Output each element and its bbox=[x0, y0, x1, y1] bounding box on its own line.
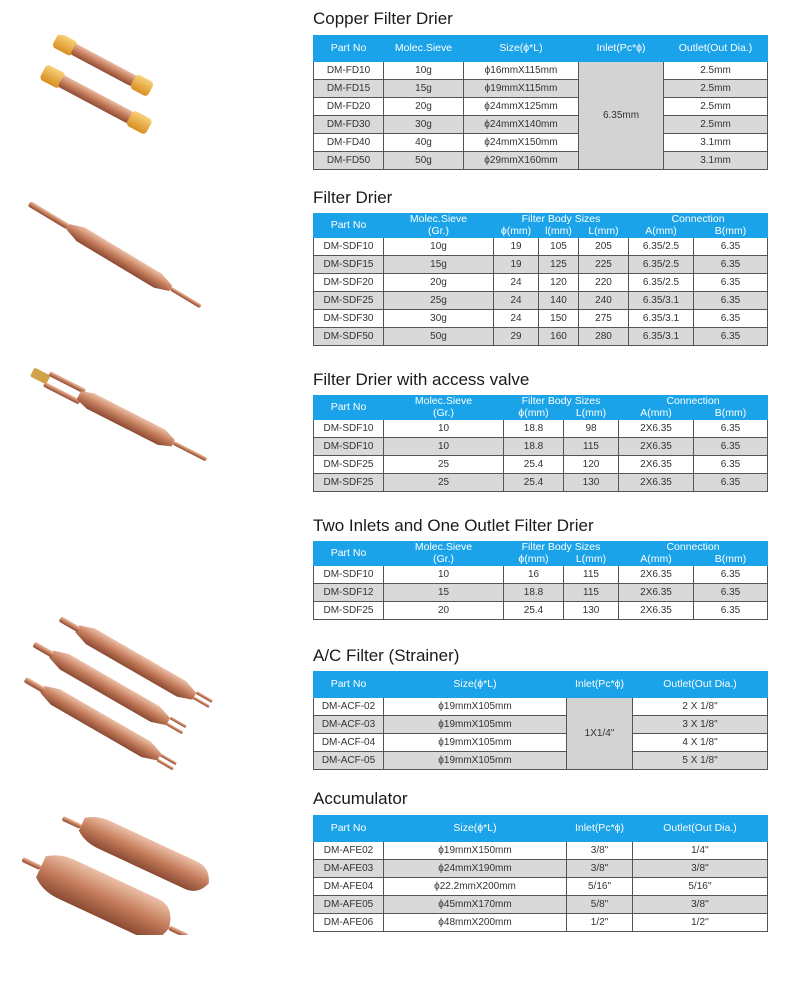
table-row bbox=[314, 238, 768, 256]
table-cell: 5 X 1/8" bbox=[633, 752, 768, 770]
table-cell: 19 bbox=[494, 238, 539, 256]
table-cell: 3 X 1/8" bbox=[633, 716, 768, 734]
table-cell: ϕ16mmX115mm bbox=[464, 62, 579, 80]
table-cell: DM-FD50 bbox=[314, 152, 384, 170]
copper-filter-drier-photo bbox=[20, 35, 160, 155]
table-cell: ϕ19mmX105mm bbox=[384, 734, 567, 752]
section-title-ac-filter: A/C Filter (Strainer) bbox=[313, 646, 460, 665]
table-cell: 2.5mm bbox=[664, 80, 768, 98]
table-cell: DM-SDF15 bbox=[314, 256, 384, 274]
table-cell: 130 bbox=[564, 602, 619, 620]
col-header: l(mm) bbox=[539, 226, 579, 238]
table-row bbox=[314, 152, 768, 170]
filter-drier-access-valve-table bbox=[313, 395, 768, 492]
table-cell: 18.8 bbox=[504, 420, 564, 438]
table-cell: 16 bbox=[504, 566, 564, 584]
table-cell: DM-SDF30 bbox=[314, 310, 384, 328]
col-header: ϕ(mm) bbox=[504, 408, 564, 420]
table-cell: ϕ19mmX150mm bbox=[384, 842, 567, 860]
table-cell: ϕ24mmX125mm bbox=[464, 98, 579, 116]
col-header: Molec.Sieve bbox=[384, 214, 494, 226]
table-cell: 18.8 bbox=[504, 584, 564, 602]
table-cell: 6.35/2.5 bbox=[629, 238, 694, 256]
table-cell: DM-SDF25 bbox=[314, 602, 384, 620]
table-cell: 2 X 1/8" bbox=[633, 698, 768, 716]
table-cell: ϕ48mmX200mm bbox=[384, 914, 567, 932]
col-header: L(mm) bbox=[579, 226, 629, 238]
table-cell: 2X6.35 bbox=[619, 584, 694, 602]
table-cell: DM-AFE02 bbox=[314, 842, 384, 860]
table-cell: DM-FD20 bbox=[314, 98, 384, 116]
table-cell: 15g bbox=[384, 80, 464, 98]
section-title-copper-filter-drier: Copper Filter Drier bbox=[313, 9, 453, 28]
table-cell: 10 bbox=[384, 438, 504, 456]
table-cell: 25.4 bbox=[504, 602, 564, 620]
table-cell: 1/4'' bbox=[633, 842, 768, 860]
table-cell: ϕ19mmX105mm bbox=[384, 698, 567, 716]
ac-strainer-photo bbox=[20, 615, 220, 775]
col-header: Part No bbox=[314, 542, 384, 566]
table-row bbox=[314, 274, 768, 292]
table-cell: 2X6.35 bbox=[619, 456, 694, 474]
table-cell: 25 bbox=[384, 456, 504, 474]
table-row bbox=[314, 116, 768, 134]
table-cell: 6.35 bbox=[694, 292, 768, 310]
table-row bbox=[314, 734, 768, 752]
table-row bbox=[314, 602, 768, 620]
table-cell: 24 bbox=[494, 310, 539, 328]
table-cell: ϕ19mmX105mm bbox=[384, 752, 567, 770]
table-row bbox=[314, 98, 768, 116]
col-header: Inlet(Pc*ϕ) bbox=[579, 36, 664, 62]
table-cell: 6.35/3.1 bbox=[629, 292, 694, 310]
section-title-filter-drier: Filter Drier bbox=[313, 188, 393, 207]
table-cell: 20g bbox=[384, 98, 464, 116]
col-header: Filter Body Sizes bbox=[504, 396, 619, 408]
table-cell: 25 bbox=[384, 474, 504, 492]
table-cell: 6.35 bbox=[694, 274, 768, 292]
table-cell: 115 bbox=[564, 584, 619, 602]
table-cell: 10g bbox=[384, 238, 494, 256]
col-header: Outlet(Out Dia.) bbox=[633, 816, 768, 842]
table-cell: 5/16'' bbox=[633, 878, 768, 896]
col-header: Part No bbox=[314, 36, 384, 62]
table-cell: DM-AFE03 bbox=[314, 860, 384, 878]
table-cell: ϕ19mmX115mm bbox=[464, 80, 579, 98]
table-cell: 120 bbox=[539, 274, 579, 292]
table-cell: 3.1mm bbox=[664, 152, 768, 170]
col-header: ϕ(mm) bbox=[504, 554, 564, 566]
table-cell: 40g bbox=[384, 134, 464, 152]
col-header: Molec.Sieve bbox=[384, 396, 504, 408]
col-header: (Gr.) bbox=[384, 408, 504, 420]
table-cell: 15 bbox=[384, 584, 504, 602]
col-header: (Gr.) bbox=[384, 554, 504, 566]
table-cell: 25g bbox=[384, 292, 494, 310]
table-cell: 275 bbox=[579, 310, 629, 328]
table-cell: 30g bbox=[384, 116, 464, 134]
col-header: Outlet(Out Dia.) bbox=[664, 36, 768, 62]
table-row bbox=[314, 134, 768, 152]
table-cell: 15g bbox=[384, 256, 494, 274]
two-inlets-filter-drier-table bbox=[313, 541, 768, 620]
table-cell: 160 bbox=[539, 328, 579, 346]
table-cell: 115 bbox=[564, 438, 619, 456]
table-cell: DM-SDF10 bbox=[314, 238, 384, 256]
col-header: Connection bbox=[619, 542, 768, 554]
table-cell: 130 bbox=[564, 474, 619, 492]
col-header: B(mm) bbox=[694, 554, 768, 566]
table-cell: 6.35 bbox=[694, 438, 768, 456]
table-cell: 1/2'' bbox=[633, 914, 768, 932]
table-cell: 140 bbox=[539, 292, 579, 310]
table-cell: 3/8'' bbox=[633, 860, 768, 878]
table-cell: 220 bbox=[579, 274, 629, 292]
table-cell: DM-FD15 bbox=[314, 80, 384, 98]
table-cell: 6.35 bbox=[694, 238, 768, 256]
table-row bbox=[314, 456, 768, 474]
col-header: Size(ϕ*L) bbox=[384, 672, 567, 698]
col-header: Part No bbox=[314, 396, 384, 420]
col-header: Inlet(Pc*ϕ) bbox=[567, 816, 633, 842]
table-cell: 280 bbox=[579, 328, 629, 346]
accumulator-table bbox=[313, 815, 768, 932]
table-row bbox=[314, 438, 768, 456]
table-cell: 24 bbox=[494, 274, 539, 292]
table-row bbox=[314, 896, 768, 914]
table-cell: DM-SDF25 bbox=[314, 292, 384, 310]
table-cell: 25.4 bbox=[504, 456, 564, 474]
table-cell: 6.35 bbox=[694, 256, 768, 274]
table-cell: DM-SDF25 bbox=[314, 456, 384, 474]
table-cell: 6.35/2.5 bbox=[629, 256, 694, 274]
table-cell: 2X6.35 bbox=[619, 420, 694, 438]
filter-drier-table bbox=[313, 213, 768, 346]
table-cell: 6.35 bbox=[694, 328, 768, 346]
table-cell: ϕ24mmX190mm bbox=[384, 860, 567, 878]
table-cell: 2X6.35 bbox=[619, 602, 694, 620]
copper-filter-drier-table bbox=[313, 35, 768, 170]
table-cell: DM-FD40 bbox=[314, 134, 384, 152]
table-cell: 5/8" bbox=[567, 896, 633, 914]
table-cell: DM-ACF-02 bbox=[314, 698, 384, 716]
table-row bbox=[314, 698, 768, 716]
table-cell: 3/8" bbox=[567, 860, 633, 878]
col-header: Part No bbox=[314, 214, 384, 238]
col-header: Outlet(Out Dia.) bbox=[633, 672, 768, 698]
filter-drier-photo bbox=[15, 190, 215, 320]
table-cell: 2X6.35 bbox=[619, 474, 694, 492]
col-header: Size(ϕ*L) bbox=[384, 816, 567, 842]
col-header: B(mm) bbox=[694, 408, 768, 420]
table-cell: 29 bbox=[494, 328, 539, 346]
section-title-filter-drier-access-valve: Filter Drier with access valve bbox=[313, 370, 530, 389]
table-cell: 6.35 bbox=[694, 602, 768, 620]
table-cell: 24 bbox=[494, 292, 539, 310]
section-title-two-inlets-filter-drier: Two Inlets and One Outlet Filter Drier bbox=[313, 516, 594, 535]
col-header: A(mm) bbox=[619, 554, 694, 566]
col-header: Molec.Sieve bbox=[384, 36, 464, 62]
col-header: Molec.Sieve bbox=[384, 542, 504, 554]
table-cell: 2.5mm bbox=[664, 62, 768, 80]
table-cell: ϕ24mmX150mm bbox=[464, 134, 579, 152]
table-cell: 19 bbox=[494, 256, 539, 274]
table-cell: 10 bbox=[384, 420, 504, 438]
col-header: Connection bbox=[629, 214, 768, 226]
col-header: Part No bbox=[314, 672, 384, 698]
col-header: L(mm) bbox=[564, 408, 619, 420]
table-row bbox=[314, 62, 768, 80]
table-row bbox=[314, 878, 768, 896]
table-cell: 240 bbox=[579, 292, 629, 310]
table-cell: 120 bbox=[564, 456, 619, 474]
table-cell: 3/8'' bbox=[633, 896, 768, 914]
table-cell: 105 bbox=[539, 238, 579, 256]
table-cell: 115 bbox=[564, 566, 619, 584]
table-cell: 6.35 bbox=[694, 566, 768, 584]
table-row bbox=[314, 842, 768, 860]
table-cell: DM-FD30 bbox=[314, 116, 384, 134]
table-cell: 2.5mm bbox=[664, 98, 768, 116]
table-cell: 2.5mm bbox=[664, 116, 768, 134]
table-cell: ϕ29mmX160mm bbox=[464, 152, 579, 170]
table-cell: ϕ22.2mmX200mm bbox=[384, 878, 567, 896]
col-header: Inlet(Pc*ϕ) bbox=[567, 672, 633, 698]
table-cell: 125 bbox=[539, 256, 579, 274]
table-cell: DM-ACF-04 bbox=[314, 734, 384, 752]
table-cell: 30g bbox=[384, 310, 494, 328]
table-row bbox=[314, 80, 768, 98]
table-cell: 50g bbox=[384, 328, 494, 346]
table-row bbox=[314, 420, 768, 438]
ac-filter-table bbox=[313, 671, 768, 770]
table-cell: 3.1mm bbox=[664, 134, 768, 152]
table-row bbox=[314, 716, 768, 734]
table-cell: ϕ19mmX105mm bbox=[384, 716, 567, 734]
table-cell: DM-AFE05 bbox=[314, 896, 384, 914]
table-cell: 4 X 1/8" bbox=[633, 734, 768, 752]
table-row bbox=[314, 328, 768, 346]
table-cell: 2X6.35 bbox=[619, 438, 694, 456]
table-row bbox=[314, 566, 768, 584]
table-cell: 1/2" bbox=[567, 914, 633, 932]
table-cell: 10g bbox=[384, 62, 464, 80]
table-cell: 150 bbox=[539, 310, 579, 328]
table-cell: 6.35 bbox=[694, 310, 768, 328]
table-row bbox=[314, 292, 768, 310]
table-cell: 18.8 bbox=[504, 438, 564, 456]
table-row bbox=[314, 474, 768, 492]
table-cell: ϕ24mmX140mm bbox=[464, 116, 579, 134]
table-cell: 225 bbox=[579, 256, 629, 274]
accumulator-photo bbox=[15, 800, 220, 935]
table-cell: DM-AFE04 bbox=[314, 878, 384, 896]
col-header: L(mm) bbox=[564, 554, 619, 566]
table-cell: 98 bbox=[564, 420, 619, 438]
table-cell: DM-SDF50 bbox=[314, 328, 384, 346]
col-header: B(mm) bbox=[694, 226, 768, 238]
table-cell: DM-AFE06 bbox=[314, 914, 384, 932]
table-cell: 20 bbox=[384, 602, 504, 620]
col-header: A(mm) bbox=[629, 226, 694, 238]
table-row bbox=[314, 256, 768, 274]
col-header: Filter Body Sizes bbox=[504, 542, 619, 554]
table-cell: 5/16" bbox=[567, 878, 633, 896]
table-cell: 3/8" bbox=[567, 842, 633, 860]
table-cell: DM-SDF25 bbox=[314, 474, 384, 492]
merged-inlet-cell: 6.35mm bbox=[579, 62, 664, 170]
table-cell: DM-ACF-05 bbox=[314, 752, 384, 770]
col-header: A(mm) bbox=[619, 408, 694, 420]
table-cell: DM-SDF20 bbox=[314, 274, 384, 292]
table-cell: 6.35 bbox=[694, 584, 768, 602]
table-cell: 6.35/2.5 bbox=[629, 274, 694, 292]
table-cell: DM-SDF10 bbox=[314, 420, 384, 438]
col-header: Size(ϕ*L) bbox=[464, 36, 579, 62]
table-cell: 6.35/3.1 bbox=[629, 328, 694, 346]
section-title-accumulator: Accumulator bbox=[313, 789, 408, 808]
table-cell: 205 bbox=[579, 238, 629, 256]
table-cell: DM-SDF12 bbox=[314, 584, 384, 602]
table-row bbox=[314, 860, 768, 878]
col-header: Connection bbox=[619, 396, 768, 408]
table-cell: DM-FD10 bbox=[314, 62, 384, 80]
table-cell: DM-ACF-03 bbox=[314, 716, 384, 734]
col-header: ϕ(mm) bbox=[494, 226, 539, 238]
table-cell: 6.35 bbox=[694, 474, 768, 492]
table-cell: 25.4 bbox=[504, 474, 564, 492]
table-cell: 6.35 bbox=[694, 456, 768, 474]
table-cell: 10 bbox=[384, 566, 504, 584]
col-header: (Gr.) bbox=[384, 226, 494, 238]
table-cell: DM-SDF10 bbox=[314, 566, 384, 584]
table-row bbox=[314, 914, 768, 932]
table-cell: DM-SDF10 bbox=[314, 438, 384, 456]
table-row bbox=[314, 584, 768, 602]
filter-drier-access-valve-photo bbox=[20, 368, 215, 473]
table-cell: 6.35 bbox=[694, 420, 768, 438]
table-cell: 2X6.35 bbox=[619, 566, 694, 584]
table-row bbox=[314, 752, 768, 770]
table-cell: 6.35/3.1 bbox=[629, 310, 694, 328]
table-cell: 20g bbox=[384, 274, 494, 292]
merged-inlet-cell: 1X1/4" bbox=[567, 698, 633, 770]
col-header: Part No bbox=[314, 816, 384, 842]
table-cell: ϕ45mmX170mm bbox=[384, 896, 567, 914]
table-row bbox=[314, 310, 768, 328]
table-cell: 50g bbox=[384, 152, 464, 170]
col-header: Filter Body Sizes bbox=[494, 214, 629, 226]
table-header-row bbox=[314, 36, 768, 62]
